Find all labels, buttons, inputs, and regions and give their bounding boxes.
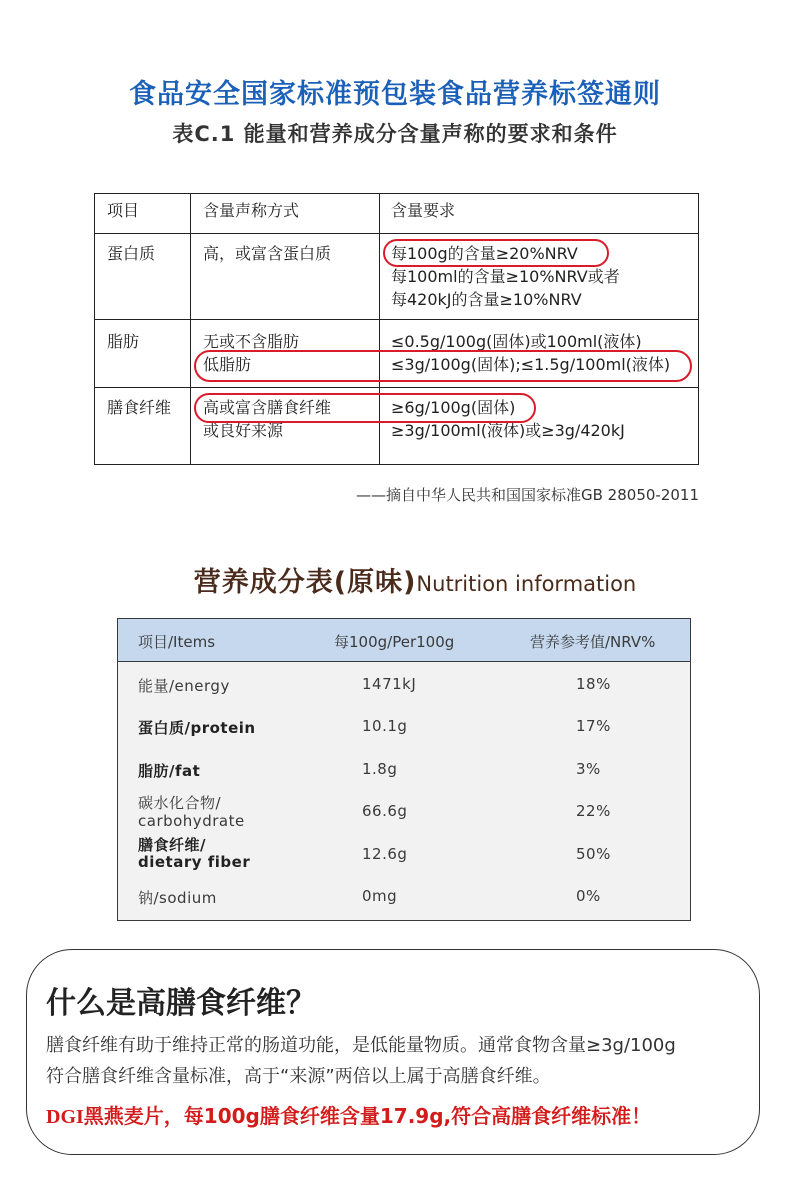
row-divider bbox=[95, 319, 698, 320]
row-fiber-item-en: dietary fiber bbox=[138, 853, 251, 871]
highlight-text: 黑燕麦片，每100g膳食纤维含量17.9g,符合高膳食纤维标准！ bbox=[83, 1104, 652, 1128]
highlight-oval bbox=[194, 350, 692, 382]
fiber-item: 膳食纤维 bbox=[107, 398, 172, 417]
row-divider bbox=[95, 233, 698, 234]
row-energy-nrv: 18% bbox=[576, 675, 611, 693]
row-fat-value: 1.8g bbox=[362, 760, 398, 778]
highlight-oval bbox=[194, 393, 536, 423]
col-header-per100g: 每100g/Per100g bbox=[334, 633, 455, 651]
page-title: 食品安全国家标准预包装食品营养标签通则 bbox=[129, 79, 661, 110]
nutrition-table bbox=[117, 618, 691, 921]
protein-req-3: 每420kJ的含量≥10%NRV bbox=[391, 290, 582, 309]
source-citation: ——摘自中华人民共和国国家标准GB 28050-2011 bbox=[356, 486, 699, 504]
protein-item: 蛋白质 bbox=[107, 244, 156, 263]
fiber-claim-2: 或良好来源 bbox=[203, 421, 284, 440]
highlight-oval bbox=[383, 239, 609, 267]
info-line-1: 膳食纤维有助于维持正常的肠道功能，是低能量物质。通常食物含量≥3g/100g bbox=[46, 1035, 676, 1056]
nutrition-title-cn: 营养成分表(原味) bbox=[193, 567, 417, 598]
col-header-items: 项目/Items bbox=[138, 633, 216, 651]
header-requirement: 含量要求 bbox=[391, 201, 456, 220]
row-energy-value: 1471kJ bbox=[362, 675, 417, 693]
row-fat-nrv: 3% bbox=[576, 760, 601, 778]
fat-req-2: ≤3g/100g(固体);≤1.5g/100ml(液体) bbox=[391, 355, 671, 374]
header-item: 项目 bbox=[107, 201, 140, 220]
info-highlight bbox=[46, 1100, 651, 1129]
protein-req-1: 每100g的含量≥20%NRV bbox=[391, 244, 578, 263]
row-carb-nrv: 22% bbox=[576, 802, 611, 820]
fat-claim-2: 低脂肪 bbox=[203, 355, 252, 374]
row-sodium-nrv: 0% bbox=[576, 887, 601, 905]
nutrition-title bbox=[0, 560, 790, 599]
row-carb-item-en: carbohydrate bbox=[138, 812, 245, 830]
row-sodium-item: 钠/sodium bbox=[138, 889, 217, 907]
row-energy-item: 能量/energy bbox=[138, 677, 230, 695]
nutrition-title-en: Nutrition information bbox=[416, 572, 637, 596]
fat-req-1: ≤0.5g/100g(固体)或100ml(液体) bbox=[391, 332, 642, 351]
row-protein-value: 10.1g bbox=[362, 717, 408, 735]
row-sodium-value: 0mg bbox=[362, 887, 398, 905]
fiber-req-1: ≥6g/100g(固体) bbox=[391, 398, 516, 417]
gb-standard-table bbox=[94, 193, 699, 465]
protein-req-2: 每100ml的含量≥10%NRV或者 bbox=[391, 267, 620, 286]
row-divider bbox=[95, 387, 698, 388]
fat-claim-1: 无或不含脂肪 bbox=[203, 332, 300, 351]
nutrition-header-row bbox=[118, 619, 690, 662]
header-claim: 含量声称方式 bbox=[203, 201, 300, 220]
row-carb-item: 碳水化合物/ bbox=[138, 794, 222, 812]
fat-item: 脂肪 bbox=[107, 332, 140, 351]
row-fiber-item: 膳食纤维/ bbox=[138, 836, 206, 854]
info-question: 什么是高膳食纤维？ bbox=[46, 986, 316, 1021]
row-fiber-nrv: 50% bbox=[576, 845, 611, 863]
row-fiber-value: 12.6g bbox=[362, 845, 408, 863]
fiber-req-2: ≥3g/100ml(液体)或≥3g/420kJ bbox=[391, 421, 625, 440]
table-caption: 表C.1 能量和营养成分含量声称的要求和条件 bbox=[172, 122, 618, 146]
column-divider bbox=[190, 194, 191, 464]
row-protein-nrv: 17% bbox=[576, 717, 611, 735]
col-header-nrv: 营养参考值/NRV% bbox=[530, 633, 656, 651]
row-carb-value: 66.6g bbox=[362, 802, 408, 820]
column-divider bbox=[379, 194, 380, 464]
info-line-2: 符合膳食纤维含量标准，高于“来源”两倍以上属于高膳食纤维。 bbox=[46, 1066, 551, 1087]
row-protein-item: 蛋白质/protein bbox=[138, 719, 256, 737]
brand-name: DGI bbox=[46, 1106, 84, 1128]
fiber-claim-1: 高或富含膳食纤维 bbox=[203, 398, 332, 417]
protein-claim: 高，或富含蛋白质 bbox=[203, 244, 332, 263]
row-fat-item: 脂肪/fat bbox=[138, 762, 201, 780]
